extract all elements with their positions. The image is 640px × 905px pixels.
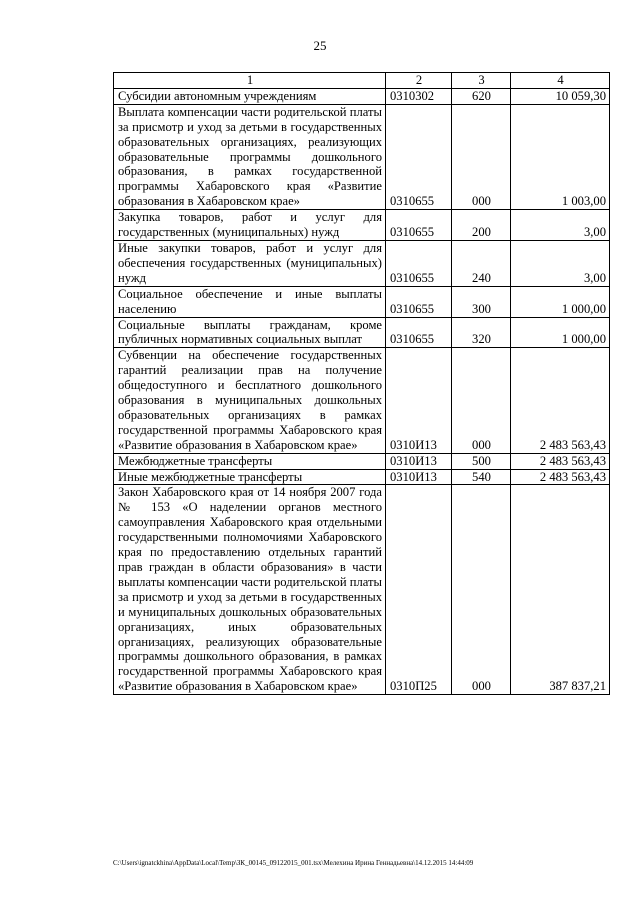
table-row bbox=[114, 469, 610, 485]
cell-code: 0310655 bbox=[386, 240, 452, 286]
table-row bbox=[114, 286, 610, 317]
cell-sum: 387 837,21 bbox=[511, 485, 610, 695]
cell-code: 0310И13 bbox=[386, 469, 452, 485]
file-path-footer: C:\Users\ignatckhina\AppData\Local\Temp\ЗК_00145_09122015_001.tsx\Мелехина Ирина Геннадьевна\14.12.2015 14:44:09 bbox=[113, 859, 474, 867]
table-row bbox=[114, 240, 610, 286]
table-row bbox=[114, 348, 610, 453]
cell-code: 0310И13 bbox=[386, 453, 452, 469]
table-header-row bbox=[114, 73, 610, 89]
column-header-4: 4 bbox=[511, 73, 610, 89]
cell-sum: 2 483 563,43 bbox=[511, 348, 610, 453]
cell-vr: 240 bbox=[452, 240, 511, 286]
page-number: 25 bbox=[313, 38, 327, 53]
cell-vr: 500 bbox=[452, 453, 511, 469]
cell-name: Закупка товаров, работ и услуг для государственных (муниципальных) нужд bbox=[114, 210, 386, 241]
cell-code: 0310655 bbox=[386, 317, 452, 348]
cell-vr: 300 bbox=[452, 286, 511, 317]
cell-name: Иные межбюджетные трансферты bbox=[114, 469, 386, 485]
cell-vr: 200 bbox=[452, 210, 511, 241]
table-row bbox=[114, 317, 610, 348]
cell-name: Социальные выплаты гражданам, кроме публичных нормативных социальных выплат bbox=[114, 317, 386, 348]
cell-name: Межбюджетные трансферты bbox=[114, 453, 386, 469]
column-header-3: 3 bbox=[452, 73, 511, 89]
cell-vr: 540 bbox=[452, 469, 511, 485]
cell-sum: 2 483 563,43 bbox=[511, 453, 610, 469]
cell-sum: 1 003,00 bbox=[511, 104, 610, 209]
cell-code: 0310П25 bbox=[386, 485, 452, 695]
table-row bbox=[114, 88, 610, 104]
cell-sum: 10 059,30 bbox=[511, 88, 610, 104]
budget-table-body bbox=[114, 73, 610, 695]
table-row bbox=[114, 104, 610, 209]
cell-sum: 2 483 563,43 bbox=[511, 469, 610, 485]
cell-vr: 000 bbox=[452, 104, 511, 209]
cell-sum: 1 000,00 bbox=[511, 286, 610, 317]
cell-vr: 000 bbox=[452, 485, 511, 695]
table-row bbox=[114, 210, 610, 241]
cell-name: Закон Хабаровского края от 14 ноября 2007 года № 153 «О наделении органов местного самоуправления Хабаровского края отдельными государственными полномочиями Хабаровского края по предоставлению отдельных гарантий прав граждан в области образования» в части выплаты компенсации части родительской платы за присмотр и уход за детьми в государственных и муниципальных дошкольных образовательных организациях, иных образовательных организациях, реализующих образовательные программы дошкольного образования, в рамках государственной программы Хабаровского края «Развитие образования в Хабаровском крае» bbox=[114, 485, 386, 695]
cell-name: Субсидии автономным учреждениям bbox=[114, 88, 386, 104]
cell-vr: 620 bbox=[452, 88, 511, 104]
cell-code: 0310И13 bbox=[386, 348, 452, 453]
cell-name: Субвенции на обеспечение государственных гарантий реализации прав на получение общедоступного и бесплатного дошкольного образования в муниципальных дошкольных образовательных организациях в рамках государственной программы Хабаровского края «Развитие образования в Хабаровском крае» bbox=[114, 348, 386, 453]
cell-code: 0310655 bbox=[386, 104, 452, 209]
column-header-1: 1 bbox=[114, 73, 386, 89]
cell-vr: 000 bbox=[452, 348, 511, 453]
cell-sum: 3,00 bbox=[511, 240, 610, 286]
cell-name: Выплата компенсации части родительской платы за присмотр и уход за детьми в государственных образовательных организациях, реализующих образовательные программы дошкольного образования, в рамках государственной программы Хабаровского края «Развитие образования в Хабаровском крае» bbox=[114, 104, 386, 209]
cell-sum: 1 000,00 bbox=[511, 317, 610, 348]
column-header-2: 2 bbox=[386, 73, 452, 89]
cell-code: 0310655 bbox=[386, 286, 452, 317]
cell-sum: 3,00 bbox=[511, 210, 610, 241]
cell-code: 0310655 bbox=[386, 210, 452, 241]
cell-name: Иные закупки товаров, работ и услуг для обеспечения государственных (муниципальных) нужд bbox=[114, 240, 386, 286]
cell-vr: 320 bbox=[452, 317, 511, 348]
table-row bbox=[114, 485, 610, 695]
cell-name: Социальное обеспечение и иные выплаты населению bbox=[114, 286, 386, 317]
table-row bbox=[114, 453, 610, 469]
cell-code: 0310302 bbox=[386, 88, 452, 104]
budget-table bbox=[113, 72, 610, 695]
